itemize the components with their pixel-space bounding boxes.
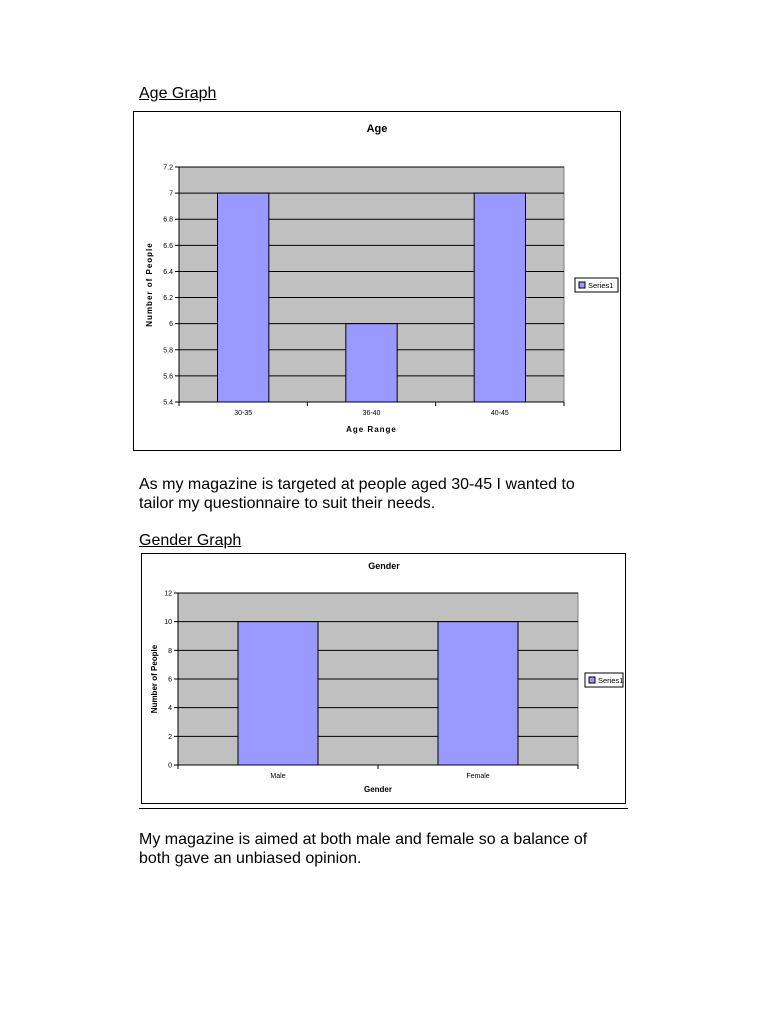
age-y-tick-label: 7.2 [163,164,173,172]
age-y-tick-label: 7 [169,190,173,198]
gender-legend-label: Series1 [598,676,624,685]
gender-y-tick-label: 6 [168,676,172,684]
age-bar-40-45 [474,193,525,402]
age-y-tick-label: 6.8 [163,216,173,224]
age-y-tick-label: 5.4 [163,399,173,407]
gender-y-axis-label: Number of People [150,644,159,714]
age-y-axis-label: Number of People [145,242,154,327]
age-x-tick-label: 30-35 [234,410,253,417]
gender-y-tick-label: 12 [164,590,172,598]
gender-paragraph [139,830,587,868]
age-bar-30-35 [218,193,269,402]
gender-paragraph-line-2: both gave an unbiased opinion. [139,850,362,867]
gender-chart-title: Gender [368,561,400,571]
age-y-tick-label: 6.2 [163,295,173,303]
gender-x-axis-label: Gender [363,785,393,794]
gender-chart [141,553,626,804]
gender-y-tick-label: 2 [168,733,172,741]
age-y-tick-label: 5.6 [163,373,173,381]
age-x-tick-label: 40-45 [490,410,509,417]
gender-bar-male [238,622,318,765]
age-paragraph-line-2: tailor my questionnaire to suit their needs. [139,495,436,512]
age-paragraph-line-1: As my magazine is targeted at people aged 30-45 I wanted to [139,476,575,493]
divider-line [139,808,628,809]
age-y-tick-label: 5.8 [163,347,173,355]
age-paragraph [139,475,575,513]
age-y-tick-label: 6.4 [163,268,173,276]
age-y-tick-label: 6 [169,321,173,329]
age-legend-swatch [579,282,585,288]
gender-paragraph-line-1: My magazine is aimed at both male and female so a balance of [139,831,588,848]
age-legend-label: Series1 [588,281,614,290]
gender-y-tick-label: 8 [168,647,172,655]
gender-y-tick-label: 0 [168,762,172,770]
gender-y-tick-label: 10 [164,619,172,627]
gender-graph-heading: Gender Graph [139,532,242,549]
gender-x-tick-label: Male [270,773,286,780]
age-chart-title: Age [366,123,388,135]
gender-legend-swatch [589,677,595,683]
age-chart [133,111,621,451]
gender-bar-female [438,622,518,765]
gender-y-tick-label: 4 [168,705,172,713]
age-x-axis-label: Age Range [346,425,397,434]
age-y-tick-label: 6.6 [163,242,173,250]
age-x-tick-label: 36-40 [362,410,381,417]
gender-x-tick-label: Female [466,773,490,780]
age-bar-36-40 [346,324,397,402]
age-chart-svg [134,112,620,450]
gender-chart-svg [142,554,625,803]
age-graph-heading: Age Graph [139,85,217,102]
